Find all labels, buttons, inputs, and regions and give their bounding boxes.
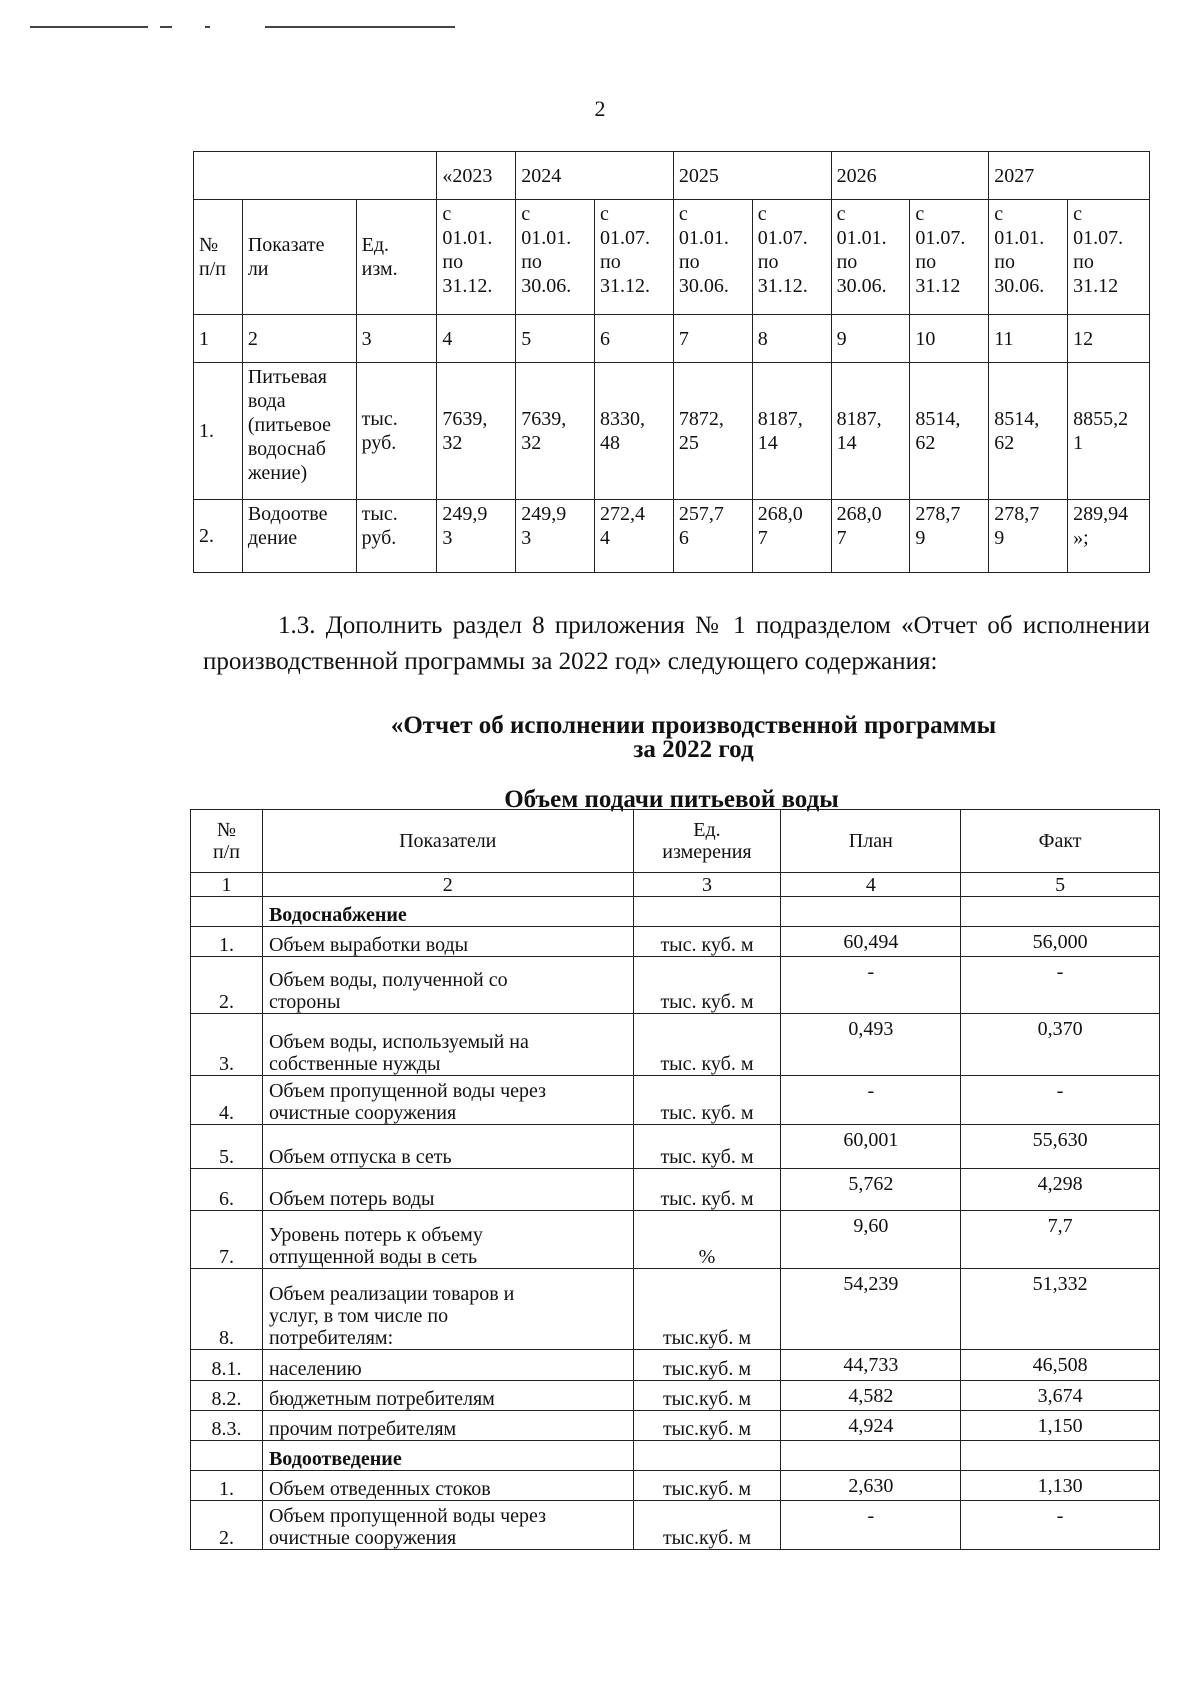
plan-value: 54,239 xyxy=(781,1269,961,1350)
fact-value: 1,150 xyxy=(961,1411,1160,1441)
row-number: 8.2. xyxy=(191,1381,263,1411)
row-unit: тыс. куб. м xyxy=(633,1014,781,1076)
row-indicator: Объем отпуска в сеть xyxy=(262,1125,633,1169)
row-indicator: Уровень потерь к объему отпущенной воды в сеть xyxy=(262,1211,633,1269)
tariff-value: 8514, 62 xyxy=(989,363,1068,500)
row-number: 2. xyxy=(191,957,263,1014)
tariff-value: 7639, 32 xyxy=(516,363,595,500)
plan-value: 2,630 xyxy=(781,1471,961,1501)
plan-value: 60,001 xyxy=(781,1125,961,1169)
row-unit: тыс.куб. м xyxy=(633,1471,781,1501)
period-cell: с 01.01. по 30.06. xyxy=(831,200,910,315)
row-unit: тыс.куб. м xyxy=(633,1350,781,1381)
fact-value: - xyxy=(961,1076,1160,1125)
plan-value: 0,493 xyxy=(781,1014,961,1076)
plan-value: 60,494 xyxy=(781,927,961,957)
row-indicator: Объем потерь воды xyxy=(262,1169,633,1211)
plan-value: - xyxy=(781,957,961,1014)
volume-column-number-row xyxy=(191,873,1160,897)
tariff-year-row xyxy=(194,152,1150,200)
report-title-year: за 2022 год xyxy=(633,736,754,763)
column-number: 5 xyxy=(516,315,595,363)
tariff-column-number-row xyxy=(194,315,1150,363)
plan-value: - xyxy=(781,1076,961,1125)
section-heading: Водоснабжение xyxy=(262,897,633,927)
empty-cell xyxy=(961,897,1160,927)
row-indicator: Объем воды, используемый на собственные нужды xyxy=(262,1014,633,1076)
row-indicator: Объем пропущенной воды через очистные сооружения xyxy=(262,1501,633,1550)
row-indicator: Объем пропущенной воды через очистные сооружения xyxy=(262,1076,633,1125)
fact-value: 55,630 xyxy=(961,1125,1160,1169)
volume-col-fact-header: Факт xyxy=(961,810,1160,873)
volume-col-unit-header: Ед. измерения xyxy=(633,810,781,873)
empty-cell xyxy=(191,1441,263,1471)
row-indicator: Объем реализации товаров и услуг, в том числе по потребителям: xyxy=(262,1269,633,1350)
row-number: 1. xyxy=(191,927,263,957)
row-indicator: Водоотве дение xyxy=(242,500,356,573)
section-heading: Водоотведение xyxy=(262,1441,633,1471)
column-number: 10 xyxy=(910,315,989,363)
column-number: 11 xyxy=(989,315,1068,363)
column-number: 2 xyxy=(242,315,356,363)
row-indicator: населению xyxy=(262,1350,633,1381)
tariff-value: 278,7 9 xyxy=(910,500,989,573)
section-row-wastewater xyxy=(191,1441,1160,1471)
column-number: 9 xyxy=(831,315,910,363)
volume-header-row xyxy=(191,810,1160,873)
col-unit-header: Ед. изм. xyxy=(356,200,437,315)
row-unit: тыс.куб. м xyxy=(633,1411,781,1441)
fact-value: 3,674 xyxy=(961,1381,1160,1411)
volume-col-no-header: № п/п xyxy=(191,810,263,873)
col-indicator-header: Показате ли xyxy=(242,200,356,315)
row-unit: % xyxy=(633,1211,781,1269)
fact-value: 1,130 xyxy=(961,1471,1160,1501)
volume-row xyxy=(191,957,1160,1014)
tariff-value: 268,0 7 xyxy=(831,500,910,573)
tariff-value: 8187, 14 xyxy=(752,363,831,500)
fact-value: 0,370 xyxy=(961,1014,1160,1076)
column-number: 8 xyxy=(752,315,831,363)
column-number: 12 xyxy=(1068,315,1150,363)
period-cell: с 01.07. по 31.12. xyxy=(595,200,674,315)
row-indicator: прочим потребителям xyxy=(262,1411,633,1441)
row-indicator: Объем выработки воды xyxy=(262,927,633,957)
row-number: 5. xyxy=(191,1125,263,1169)
col-no-header: № п/п xyxy=(194,200,243,315)
tariff-empty-cell xyxy=(194,152,437,200)
volume-row xyxy=(191,1076,1160,1125)
volume-row xyxy=(191,1471,1160,1501)
row-indicator: Объем воды, полученной со стороны xyxy=(262,957,633,1014)
volume-row xyxy=(191,1411,1160,1441)
volume-row xyxy=(191,1269,1160,1350)
plan-value: 44,733 xyxy=(781,1350,961,1381)
row-number: 1. xyxy=(194,363,243,500)
tariff-value: 7872, 25 xyxy=(673,363,752,500)
tariff-value: 278,7 9 xyxy=(989,500,1068,573)
row-unit: тыс.куб. м xyxy=(633,1381,781,1411)
empty-cell xyxy=(781,1441,961,1471)
row-unit: тыс. руб. xyxy=(356,363,437,500)
column-number: 6 xyxy=(595,315,674,363)
period-cell: с 01.07. по 31.12 xyxy=(1068,200,1150,315)
empty-cell xyxy=(633,897,781,927)
volume-row xyxy=(191,927,1160,957)
row-unit: тыс.куб. м xyxy=(633,1269,781,1350)
empty-cell xyxy=(961,1441,1160,1471)
volume-row xyxy=(191,1501,1160,1550)
scan-artifact-line xyxy=(205,26,210,28)
column-number: 7 xyxy=(673,315,752,363)
year-2027: 2027 xyxy=(989,152,1150,200)
row-number: 8. xyxy=(191,1269,263,1350)
plan-value: 5,762 xyxy=(781,1169,961,1211)
section-row-water-supply xyxy=(191,897,1160,927)
tariff-value: 7639, 32 xyxy=(437,363,516,500)
fact-value: - xyxy=(961,1501,1160,1550)
row-number: 2. xyxy=(194,500,243,573)
empty-cell xyxy=(633,1441,781,1471)
volume-col-indicator-header: Показатели xyxy=(262,810,633,873)
report-title: «Отчет об исполнении производственной программы xyxy=(390,712,997,739)
column-number: 3 xyxy=(633,873,781,897)
empty-cell xyxy=(781,897,961,927)
fact-value: 51,332 xyxy=(961,1269,1160,1350)
row-number: 2. xyxy=(191,1501,263,1550)
tariff-row-drinking-water xyxy=(194,363,1150,500)
tariff-value: 268,0 7 xyxy=(752,500,831,573)
fact-value: 4,298 xyxy=(961,1169,1160,1211)
column-number: 5 xyxy=(961,873,1160,897)
tariff-table xyxy=(193,151,1150,573)
column-number: 3 xyxy=(356,315,437,363)
row-unit: тыс. куб. м xyxy=(633,1076,781,1125)
column-number: 1 xyxy=(191,873,263,897)
column-number: 4 xyxy=(781,873,961,897)
tariff-value: 289,94 »; xyxy=(1068,500,1150,573)
year-2024: 2024 xyxy=(516,152,674,200)
tariff-value: 249,9 3 xyxy=(516,500,595,573)
volume-col-plan-header: План xyxy=(781,810,961,873)
column-number: 4 xyxy=(437,315,516,363)
fact-value: 46,508 xyxy=(961,1350,1160,1381)
scan-artifact-line xyxy=(265,26,455,28)
row-unit: тыс. куб. м xyxy=(633,927,781,957)
period-cell: с 01.01. по 30.06. xyxy=(989,200,1068,315)
period-cell: с 01.01. по 30.06. xyxy=(673,200,752,315)
row-number: 4. xyxy=(191,1076,263,1125)
period-cell: с 01.07. по 31.12 xyxy=(910,200,989,315)
row-indicator: Объем отведенных стоков xyxy=(262,1471,633,1501)
year-2025: 2025 xyxy=(673,152,831,200)
volume-row xyxy=(191,1125,1160,1169)
row-indicator: Питьевая вода (питьевое водоснаб жение) xyxy=(242,363,356,500)
row-indicator: бюджетным потребителям xyxy=(262,1381,633,1411)
plan-value: 9,60 xyxy=(781,1211,961,1269)
row-number: 6. xyxy=(191,1169,263,1211)
tariff-value: 8187, 14 xyxy=(831,363,910,500)
page-number: 2 xyxy=(594,96,606,121)
row-number: 8.3. xyxy=(191,1411,263,1441)
row-unit: тыс. руб. xyxy=(356,500,437,573)
column-number: 1 xyxy=(194,315,243,363)
amendment-paragraph: 1.3. Дополнить раздел 8 приложения № 1 подразделом «Отчет об исполнении производственной программы за 2022 год» следующего содержания: xyxy=(203,612,1150,675)
plan-value: 4,582 xyxy=(781,1381,961,1411)
empty-cell xyxy=(191,897,263,927)
fact-value: 56,000 xyxy=(961,927,1160,957)
row-unit: тыс. куб. м xyxy=(633,1169,781,1211)
scan-artifact-line xyxy=(30,26,148,28)
fact-value: - xyxy=(961,957,1160,1014)
volume-row xyxy=(191,1350,1160,1381)
tariff-period-row xyxy=(194,200,1150,315)
year-2026: 2026 xyxy=(831,152,989,200)
period-cell: с 01.07. по 31.12. xyxy=(752,200,831,315)
plan-value: 4,924 xyxy=(781,1411,961,1441)
row-unit: тыс.куб. м xyxy=(633,1501,781,1550)
volume-row xyxy=(191,1169,1160,1211)
tariff-row-wastewater xyxy=(194,500,1150,573)
column-number: 2 xyxy=(262,873,633,897)
row-number: 3. xyxy=(191,1014,263,1076)
volume-row xyxy=(191,1014,1160,1076)
tariff-value: 257,7 6 xyxy=(673,500,752,573)
year-2023: «2023 xyxy=(437,152,516,200)
tariff-value: 8855,2 1 xyxy=(1068,363,1150,500)
row-unit: тыс. куб. м xyxy=(633,957,781,1014)
volume-table xyxy=(190,809,1160,1550)
fact-value: 7,7 xyxy=(961,1211,1160,1269)
period-cell: с 01.01. по 30.06. xyxy=(516,200,595,315)
plan-value: - xyxy=(781,1501,961,1550)
period-cell: с 01.01. по 31.12. xyxy=(437,200,516,315)
tariff-value: 8330, 48 xyxy=(595,363,674,500)
row-number: 8.1. xyxy=(191,1350,263,1381)
volume-table-title: Объем подачи питьевой воды xyxy=(504,786,839,813)
scan-artifact-line xyxy=(160,26,172,28)
tariff-value: 249,9 3 xyxy=(437,500,516,573)
volume-row xyxy=(191,1211,1160,1269)
volume-row xyxy=(191,1381,1160,1411)
tariff-value: 272,4 4 xyxy=(595,500,674,573)
row-number: 7. xyxy=(191,1211,263,1269)
row-unit: тыс. куб. м xyxy=(633,1125,781,1169)
tariff-value: 8514, 62 xyxy=(910,363,989,500)
row-number: 1. xyxy=(191,1471,263,1501)
